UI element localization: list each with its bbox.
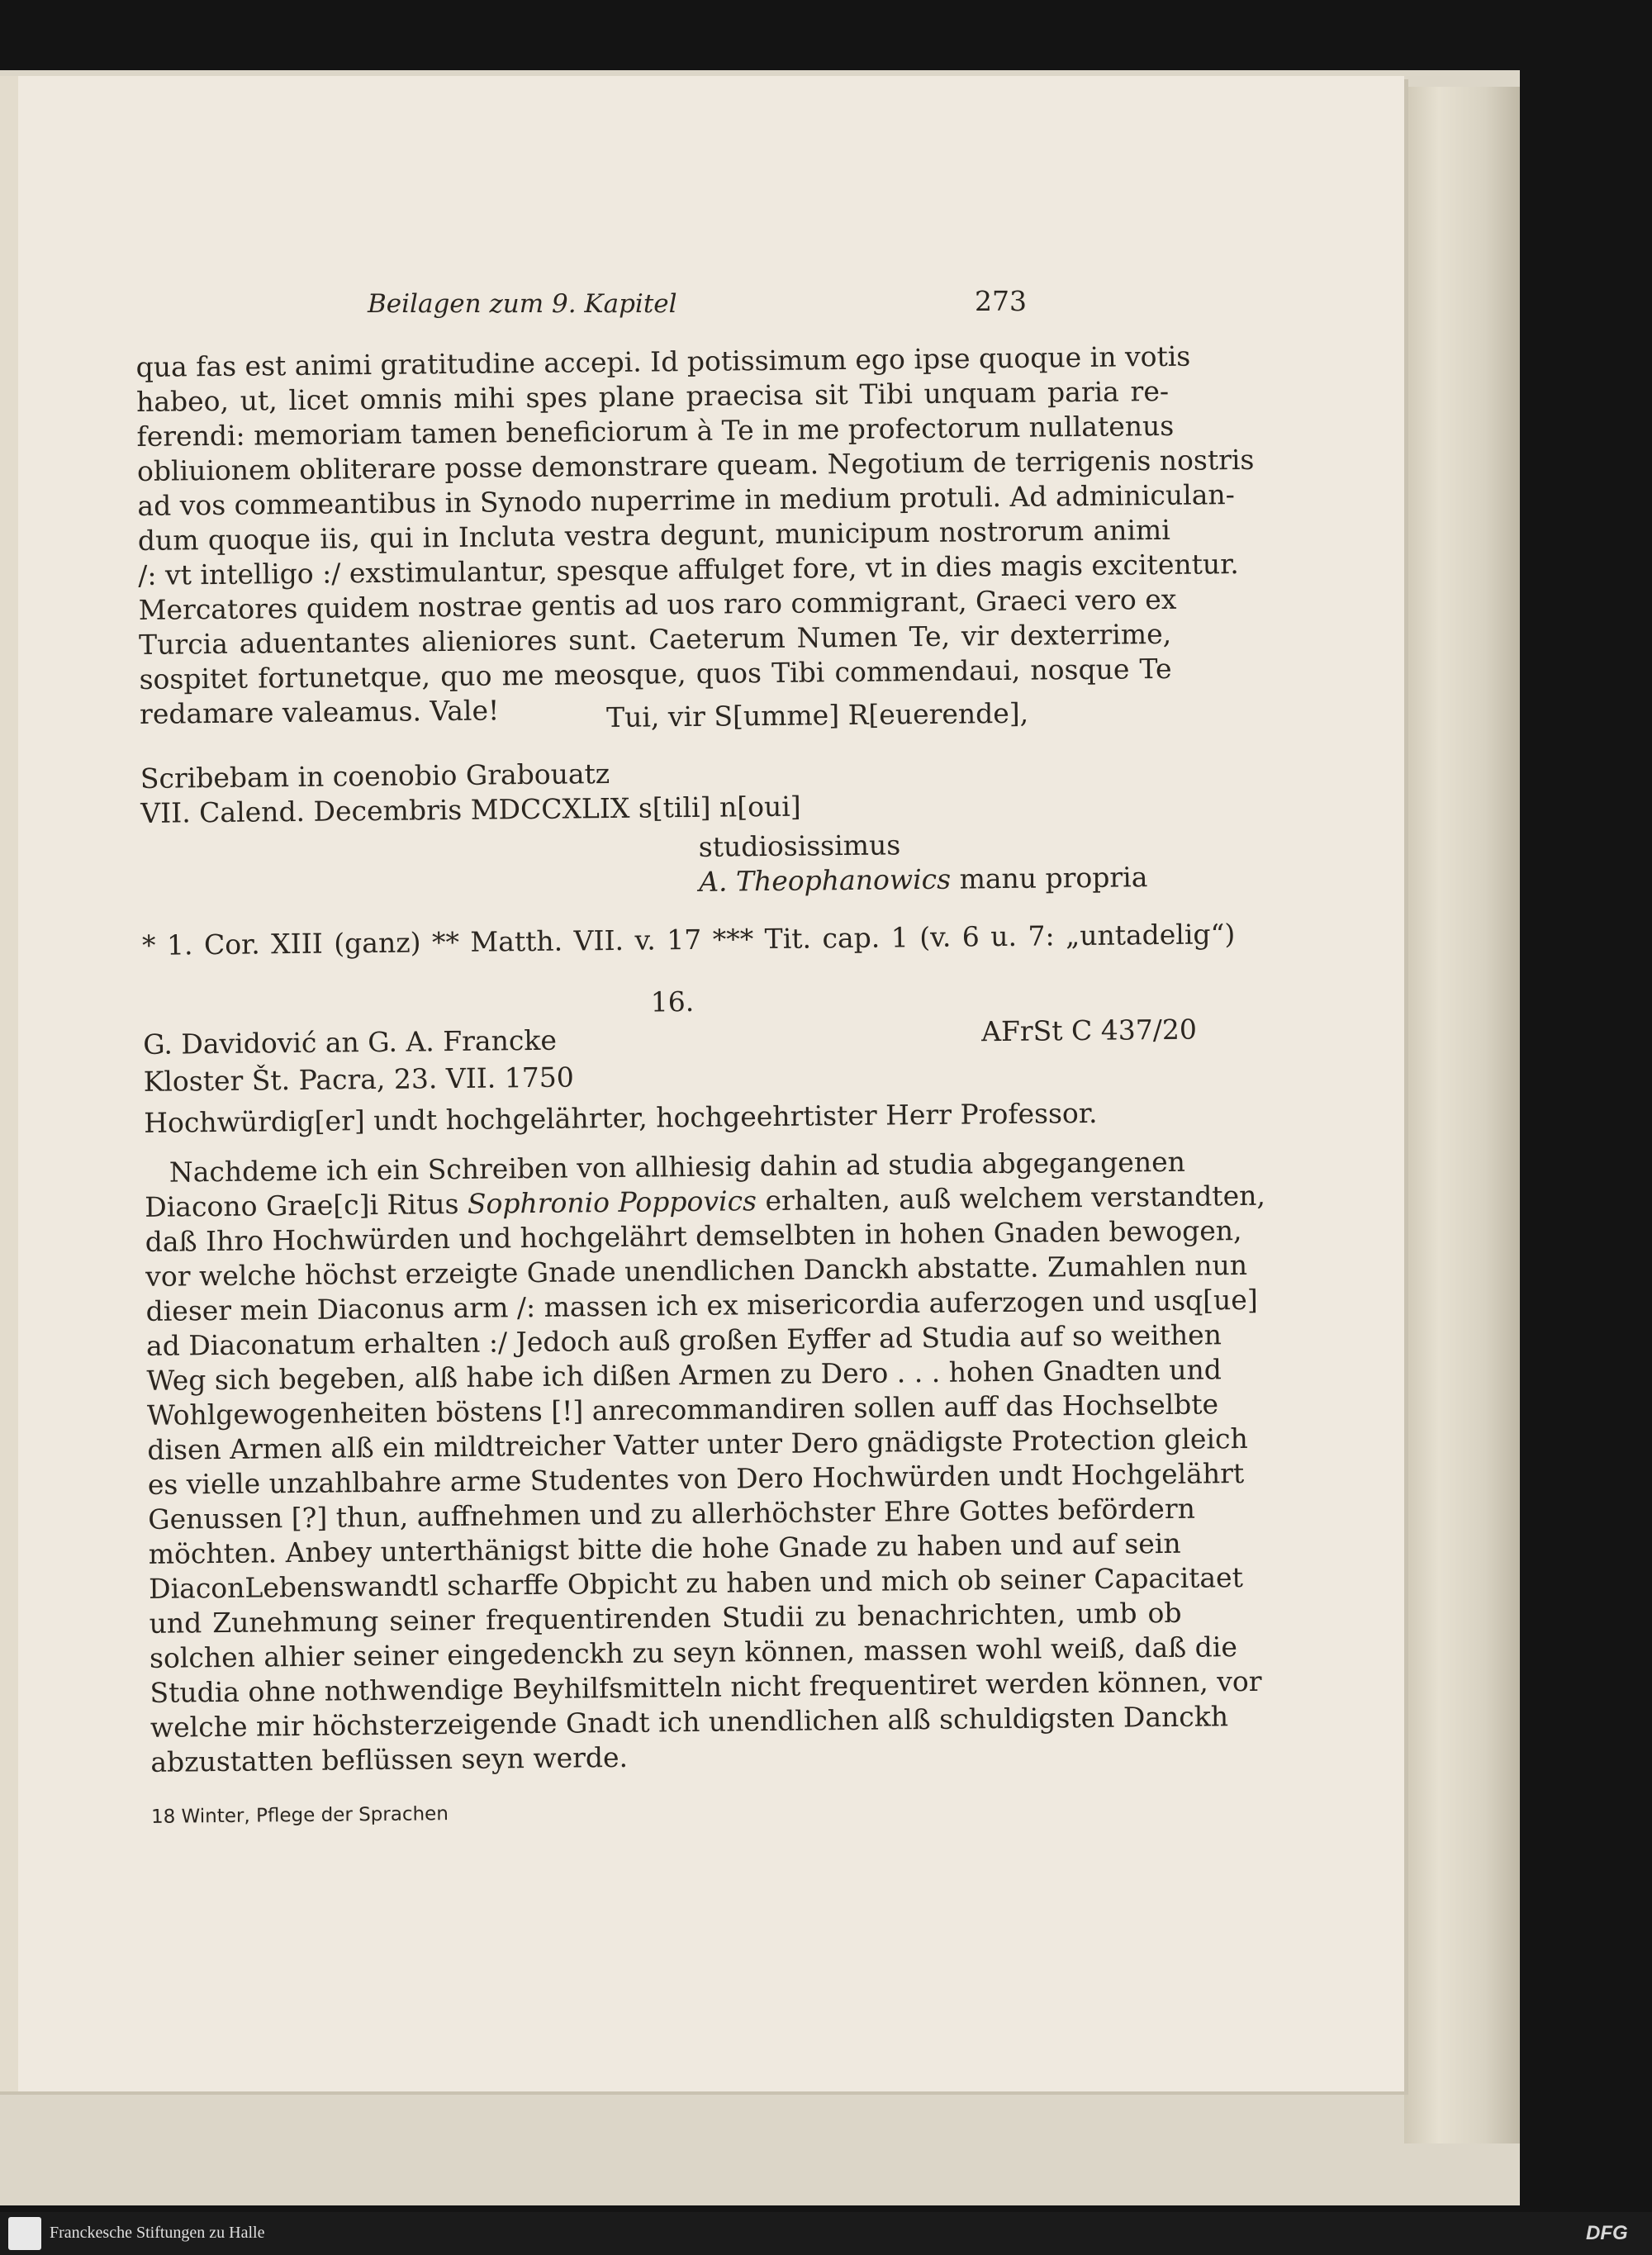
text-line: daß Ihro Hochwürden und hochgelährt demselbten in hohen Gnaden bewogen, xyxy=(145,1214,1242,1258)
text-line: Studia ohne nothwendige Beyhilfsmitteln nicht frequentiret werden können, vor xyxy=(150,1664,1262,1709)
place-date: Kloster Št. Pacra, 23. VII. 1750 xyxy=(143,1061,574,1098)
text-line: solchen alhier seiner eingedenckh zu seyn können, massen wohl weiß, daß die xyxy=(149,1631,1238,1674)
text-line: ad vos commeantibus in Synodo nuperrime in medium protuli. Ad adminiculan- xyxy=(137,478,1235,522)
text-line: dieser mein Diaconus arm /: massen ich ex misericordia auferzogen und usq[ue] xyxy=(145,1283,1258,1327)
text-line: habeo, ut, licet omnis mihi spes plane praecisa sit Tibi unquam paria re- xyxy=(135,374,1170,418)
footnotes: * 1. Cor. XIII (ganz) ** Matth. VII. v. 17 *** Tit. cap. 1 (v. 6 u. 7: „untadelig“) xyxy=(141,918,1236,961)
dateline: Scribebam in coenobio Grabouatz xyxy=(140,757,610,795)
letter-number: 16. xyxy=(650,985,695,1018)
text-line: ad Diaconatum erhalten :/ Jedoch auß großen Eyffer ad Studia auf so weithen xyxy=(145,1318,1222,1362)
page-gutter xyxy=(0,76,18,2091)
book-page-stack xyxy=(1404,87,1520,2143)
text-line: Nachdeme ich ein Schreiben von allhiesig dahin ad studia abgegangenen xyxy=(169,1145,1186,1189)
text-line: Wohlgewogenheiten böstens [!] anrecommandiren sollen auff das Hochselbte xyxy=(146,1388,1219,1431)
text-line: DiaconLebenswandtl scharffe Obpicht zu haben und mich ob seiner Capacitaet xyxy=(148,1561,1244,1605)
page-number: 273 xyxy=(975,285,1027,317)
text-line: sospitet fortunetque, quo me meosque, quos Tibi commendaui, nosque Te xyxy=(139,652,1172,695)
text-line: abzustatten beflüssen seyn werde. xyxy=(150,1740,629,1778)
text-line: ferendi: memoriam tamen beneficiorum à Te in me profectorum nullatenus xyxy=(136,409,1175,453)
running-head: Beilagen zum 9. Kapitel xyxy=(368,289,677,319)
closing-formula: Tui, vir S[umme] R[euerende], xyxy=(605,696,1029,734)
dateline: VII. Calend. Decembris MDCCXLIX s[tili] n[oui] xyxy=(140,790,801,829)
dfg-logo: DFG xyxy=(1586,2222,1628,2244)
text-line: dum quoque iis, qui in Incluta vestra degunt, municipum nostrorum animi xyxy=(137,513,1170,557)
signature-word: studiosissimus xyxy=(698,828,901,863)
text-line: vor welche höchst erzeigte Gnade unendlichen Danckh abstatte. Zumahlen nun xyxy=(145,1248,1248,1293)
text-line: Weg sich begeben, alß habe ich dißen Armen zu Dero . . . hohen Gnadten und xyxy=(146,1353,1222,1397)
signature-mark: 18 Winter, Pflege der Sprachen xyxy=(150,1803,449,1828)
text-line: disen Armen alß ein mildtreicher Vatter unter Dero gnädigste Protection gleich xyxy=(147,1422,1248,1466)
signature-name: A. Theophanowics xyxy=(699,862,952,898)
signature xyxy=(699,861,1148,899)
letter-sender: G. Davidović an G. A. Francke xyxy=(143,1023,558,1061)
text-line: möchten. Anbey unterthänigst bitte die hohe Gnade zu haben und auf sein xyxy=(148,1526,1181,1570)
institution-name: Franckesche Stiftungen zu Halle xyxy=(50,2224,265,2242)
text-line: obliuionem obliterare posse demonstrare queam. Negotium de terrigenis nostris xyxy=(136,443,1255,487)
institution-logo-icon xyxy=(8,2217,41,2250)
text-line: redamare valeamus. Vale! xyxy=(139,694,500,730)
text-line: Turcia aduentantes alieniores sunt. Caeterum Numen Te, vir dexterrime, xyxy=(138,617,1172,661)
text-line: Diacono Grae[c]i Ritus Sophronio Poppovics erhalten, auß welchem verstandten, xyxy=(145,1179,1266,1223)
signature-suffix: manu propria xyxy=(959,861,1148,895)
text-line: /: vt intelligo :/ exstimulantur, spesque affulget fore, vt in dies magis excitentur. xyxy=(138,548,1239,591)
text-line: Genussen [?] thun, auffnehmen und zu allerhöchster Ehre Gottes befördern xyxy=(148,1492,1196,1536)
text-line: Mercatores quidem nostrae gentis ad uos raro commigrant, Graeci vero ex xyxy=(138,582,1177,626)
text-line: und Zunehmung seiner frequentirenden Studii zu benachrichten, umb ob xyxy=(149,1596,1182,1640)
archive-reference: AFrSt C 437/20 xyxy=(980,1013,1198,1048)
text-line: es vielle unzahlbahre arme Studentes von Dero Hochwürden undt Hochgelährt xyxy=(147,1457,1245,1501)
salutation: Hochwürdig[er] undt hochgelährter, hochgeehrtister Herr Professor. xyxy=(144,1096,1098,1139)
text-line: welche mir höchsterzeigende Gnadt ich unendlichen alß schuldigsten Danckh xyxy=(150,1700,1229,1744)
text-line: qua fas est animi gratitudine accepi. Id potissimum ego ipse quoque in votis xyxy=(135,339,1191,383)
